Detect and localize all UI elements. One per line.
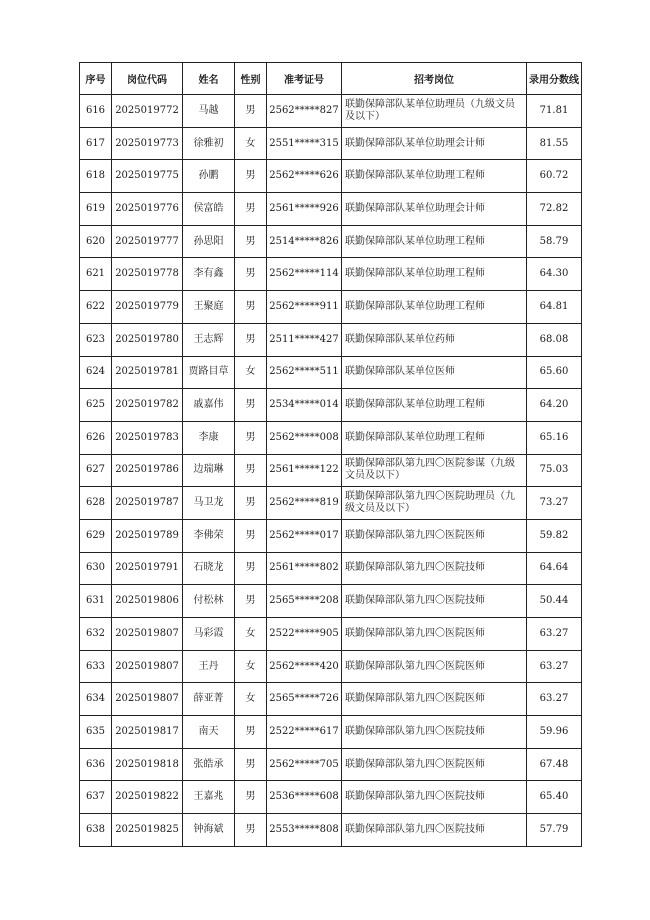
cell-post-code: 2025019773	[112, 127, 183, 160]
cell-post-code: 2025019789	[112, 519, 183, 552]
cell-post-code: 2025019783	[112, 421, 183, 454]
cell-gender: 女	[235, 127, 267, 160]
cell-post-code: 2025019822	[112, 781, 183, 814]
cell-gender: 男	[235, 585, 267, 618]
table-row	[80, 814, 582, 847]
cell-score-line: 73.27	[527, 487, 582, 520]
cell-position: 联勤保障部队某单位助理工程师	[342, 225, 527, 258]
cell-post-code: 2025019791	[112, 552, 183, 585]
cell-post-code: 2025019782	[112, 389, 183, 422]
cell-position: 联勤保障部队某单位助理工程师	[342, 389, 527, 422]
cell-exam-id: 2514*****826	[267, 225, 342, 258]
cell-score-line: 75.03	[527, 454, 582, 487]
cell-index: 624	[80, 356, 112, 389]
cell-name: 孙思阳	[183, 225, 235, 258]
cell-exam-id: 2562*****511	[267, 356, 342, 389]
cell-position: 联勤保障部队第九四〇医院技师	[342, 585, 527, 618]
cell-index: 635	[80, 716, 112, 749]
cell-gender: 男	[235, 716, 267, 749]
header-post-code: 岗位代码	[112, 63, 183, 95]
cell-index: 621	[80, 258, 112, 291]
cell-index: 618	[80, 160, 112, 193]
cell-score-line: 64.20	[527, 389, 582, 422]
cell-exam-id: 2562*****911	[267, 291, 342, 324]
cell-position: 联勤保障部队某单位助理会计师	[342, 193, 527, 226]
cell-exam-id: 2561*****802	[267, 552, 342, 585]
cell-exam-id: 2511*****427	[267, 323, 342, 356]
table-row	[80, 389, 582, 422]
cell-index: 619	[80, 193, 112, 226]
cell-gender: 女	[235, 683, 267, 716]
cell-name: 侯富皓	[183, 193, 235, 226]
cell-post-code: 2025019780	[112, 323, 183, 356]
cell-name: 石晓龙	[183, 552, 235, 585]
cell-name: 王嘉兆	[183, 781, 235, 814]
cell-name: 南天	[183, 716, 235, 749]
cell-name: 孙鹏	[183, 160, 235, 193]
cell-position: 联勤保障部队某单位助理工程师	[342, 291, 527, 324]
cell-score-line: 63.27	[527, 618, 582, 651]
cell-exam-id: 2562*****008	[267, 421, 342, 454]
cell-index: 623	[80, 323, 112, 356]
cell-name: 薛亚菁	[183, 683, 235, 716]
cell-score-line: 58.79	[527, 225, 582, 258]
cell-position: 联勤保障部队第九四〇医院技师	[342, 814, 527, 847]
cell-position: 联勤保障部队某单位助理员（九级文员及以下）	[342, 95, 527, 128]
table-row	[80, 258, 582, 291]
cell-name: 王聚庭	[183, 291, 235, 324]
cell-gender: 男	[235, 160, 267, 193]
table-row	[80, 356, 582, 389]
cell-position: 联勤保障部队第九四〇医院医师	[342, 519, 527, 552]
cell-exam-id: 2565*****726	[267, 683, 342, 716]
cell-index: 634	[80, 683, 112, 716]
header-position: 招考岗位	[342, 63, 527, 95]
cell-gender: 男	[235, 95, 267, 128]
cell-gender: 男	[235, 487, 267, 520]
cell-index: 636	[80, 748, 112, 781]
table-row	[80, 454, 582, 487]
table-row	[80, 519, 582, 552]
cell-index: 627	[80, 454, 112, 487]
cell-post-code: 2025019787	[112, 487, 183, 520]
cell-post-code: 2025019807	[112, 618, 183, 651]
cell-index: 632	[80, 618, 112, 651]
cell-score-line: 64.30	[527, 258, 582, 291]
table-row	[80, 683, 582, 716]
cell-name: 戚嘉伟	[183, 389, 235, 422]
cell-post-code: 2025019781	[112, 356, 183, 389]
table-row	[80, 650, 582, 683]
cell-position: 联勤保障部队第九四〇医院医师	[342, 650, 527, 683]
cell-exam-id: 2562*****420	[267, 650, 342, 683]
cell-name: 钟海斌	[183, 814, 235, 847]
table-row	[80, 225, 582, 258]
cell-name: 马卫龙	[183, 487, 235, 520]
cell-post-code: 2025019818	[112, 748, 183, 781]
cell-index: 620	[80, 225, 112, 258]
cell-score-line: 64.81	[527, 291, 582, 324]
cell-gender: 女	[235, 618, 267, 651]
cell-name: 贾路目草	[183, 356, 235, 389]
cell-gender: 男	[235, 454, 267, 487]
table-row	[80, 127, 582, 160]
cell-name: 李佛荣	[183, 519, 235, 552]
cell-exam-id: 2561*****926	[267, 193, 342, 226]
table-row	[80, 618, 582, 651]
cell-index: 638	[80, 814, 112, 847]
cell-name: 李康	[183, 421, 235, 454]
cell-name: 王丹	[183, 650, 235, 683]
cell-name: 边瑞琳	[183, 454, 235, 487]
cell-exam-id: 2534*****014	[267, 389, 342, 422]
cell-post-code: 2025019777	[112, 225, 183, 258]
cell-index: 622	[80, 291, 112, 324]
header-exam-id: 准考证号	[267, 63, 342, 95]
cell-exam-id: 2562*****827	[267, 95, 342, 128]
cell-gender: 男	[235, 781, 267, 814]
cell-exam-id: 2562*****626	[267, 160, 342, 193]
cell-position: 联勤保障部队某单位药师	[342, 323, 527, 356]
cell-index: 631	[80, 585, 112, 618]
cell-score-line: 65.40	[527, 781, 582, 814]
cell-position: 联勤保障部队某单位助理会计师	[342, 127, 527, 160]
cell-post-code: 2025019778	[112, 258, 183, 291]
cell-gender: 男	[235, 258, 267, 291]
cell-gender: 女	[235, 650, 267, 683]
cell-gender: 女	[235, 356, 267, 389]
cell-position: 联勤保障部队某单位助理工程师	[342, 421, 527, 454]
cell-position: 联勤保障部队第九四〇医院技师	[342, 552, 527, 585]
cell-score-line: 68.08	[527, 323, 582, 356]
cell-name: 王志辉	[183, 323, 235, 356]
header-name: 姓名	[183, 63, 235, 95]
cell-position: 联勤保障部队某单位医师	[342, 356, 527, 389]
table-row	[80, 748, 582, 781]
cell-post-code: 2025019779	[112, 291, 183, 324]
cell-gender: 男	[235, 421, 267, 454]
cell-position: 联勤保障部队第九四〇医院技师	[342, 716, 527, 749]
cell-exam-id: 2536*****608	[267, 781, 342, 814]
cell-exam-id: 2522*****905	[267, 618, 342, 651]
cell-index: 628	[80, 487, 112, 520]
cell-post-code: 2025019817	[112, 716, 183, 749]
table-row	[80, 552, 582, 585]
cell-post-code: 2025019807	[112, 683, 183, 716]
cell-name: 徐雅初	[183, 127, 235, 160]
cell-exam-id: 2561*****122	[267, 454, 342, 487]
cell-name: 付松林	[183, 585, 235, 618]
cell-score-line: 64.64	[527, 552, 582, 585]
cell-score-line: 59.96	[527, 716, 582, 749]
cell-score-line: 72.82	[527, 193, 582, 226]
cell-index: 626	[80, 421, 112, 454]
cell-name: 马越	[183, 95, 235, 128]
cell-gender: 男	[235, 389, 267, 422]
cell-index: 617	[80, 127, 112, 160]
cell-post-code: 2025019806	[112, 585, 183, 618]
cell-position: 联勤保障部队第九四〇医院医师	[342, 748, 527, 781]
admission-score-table	[79, 62, 582, 847]
cell-exam-id: 2551*****315	[267, 127, 342, 160]
table-row	[80, 585, 582, 618]
cell-position: 联勤保障部队第九四〇医院医师	[342, 683, 527, 716]
cell-index: 616	[80, 95, 112, 128]
table-row	[80, 781, 582, 814]
cell-gender: 男	[235, 323, 267, 356]
cell-score-line: 67.48	[527, 748, 582, 781]
cell-score-line: 50.44	[527, 585, 582, 618]
cell-gender: 男	[235, 814, 267, 847]
cell-position: 联勤保障部队第九四〇医院助理员（九级文员及以下）	[342, 487, 527, 520]
table-row	[80, 323, 582, 356]
cell-position: 联勤保障部队第九四〇医院参谋（九级文员及以下）	[342, 454, 527, 487]
header-gender: 性别	[235, 63, 267, 95]
table-row	[80, 716, 582, 749]
cell-score-line: 71.81	[527, 95, 582, 128]
cell-score-line: 60.72	[527, 160, 582, 193]
cell-position: 联勤保障部队某单位助理工程师	[342, 258, 527, 291]
cell-exam-id: 2522*****617	[267, 716, 342, 749]
cell-exam-id: 2562*****705	[267, 748, 342, 781]
cell-gender: 男	[235, 225, 267, 258]
cell-score-line: 63.27	[527, 683, 582, 716]
cell-index: 625	[80, 389, 112, 422]
cell-name: 李有鑫	[183, 258, 235, 291]
cell-score-line: 63.27	[527, 650, 582, 683]
table-row	[80, 160, 582, 193]
cell-post-code: 2025019825	[112, 814, 183, 847]
cell-index: 629	[80, 519, 112, 552]
cell-position: 联勤保障部队第九四〇医院医师	[342, 618, 527, 651]
cell-exam-id: 2553*****808	[267, 814, 342, 847]
cell-gender: 男	[235, 291, 267, 324]
header-index: 序号	[80, 63, 112, 95]
cell-score-line: 59.82	[527, 519, 582, 552]
cell-position: 联勤保障部队第九四〇医院技师	[342, 781, 527, 814]
cell-gender: 男	[235, 748, 267, 781]
cell-score-line: 65.60	[527, 356, 582, 389]
cell-exam-id: 2565*****208	[267, 585, 342, 618]
cell-score-line: 57.79	[527, 814, 582, 847]
cell-score-line: 65.16	[527, 421, 582, 454]
cell-index: 637	[80, 781, 112, 814]
cell-exam-id: 2562*****017	[267, 519, 342, 552]
cell-name: 张皓承	[183, 748, 235, 781]
table-row	[80, 291, 582, 324]
cell-gender: 男	[235, 519, 267, 552]
cell-post-code: 2025019772	[112, 95, 183, 128]
cell-position: 联勤保障部队某单位助理工程师	[342, 160, 527, 193]
cell-gender: 男	[235, 552, 267, 585]
header-score-line: 录用分数线	[527, 63, 582, 95]
cell-name: 马彩霞	[183, 618, 235, 651]
cell-gender: 男	[235, 193, 267, 226]
cell-index: 633	[80, 650, 112, 683]
table-row	[80, 193, 582, 226]
table-row	[80, 487, 582, 520]
header-row	[80, 63, 582, 95]
cell-index: 630	[80, 552, 112, 585]
cell-post-code: 2025019807	[112, 650, 183, 683]
cell-post-code: 2025019776	[112, 193, 183, 226]
cell-post-code: 2025019775	[112, 160, 183, 193]
cell-score-line: 81.55	[527, 127, 582, 160]
table-row	[80, 421, 582, 454]
table-row	[80, 95, 582, 128]
cell-exam-id: 2562*****114	[267, 258, 342, 291]
table-body	[80, 95, 582, 847]
cell-exam-id: 2562*****819	[267, 487, 342, 520]
cell-post-code: 2025019786	[112, 454, 183, 487]
